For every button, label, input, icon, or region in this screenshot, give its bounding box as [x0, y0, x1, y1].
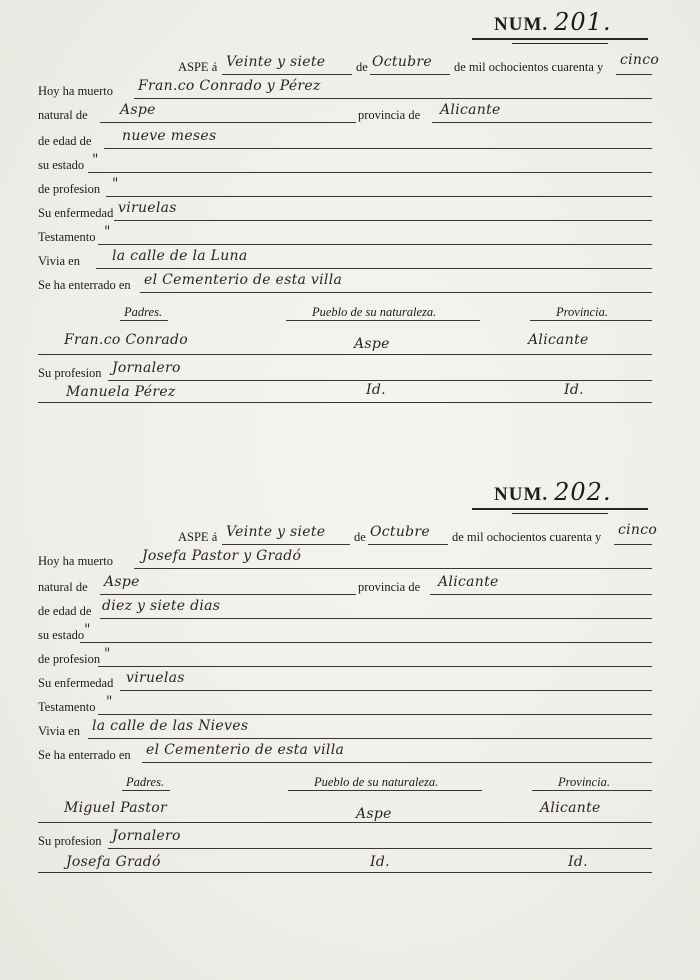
year-line	[616, 74, 652, 75]
profesion-line	[98, 666, 652, 667]
month-value: Octubre	[372, 54, 433, 70]
header-provincia: Provincia.	[556, 305, 608, 319]
year-text: de mil ochocientos cuarenta y	[454, 60, 604, 74]
provincia-value: Alicante	[438, 574, 499, 590]
parent-profesion-value: Jornalero	[112, 828, 181, 844]
year-text: de mil ochocientos cuarenta y	[452, 530, 602, 544]
header-pueblo-rule	[288, 790, 482, 791]
illness-value: viruelas	[118, 200, 177, 216]
age-value: nueve meses	[122, 128, 217, 144]
age-label: de edad de	[38, 604, 92, 618]
parent-profesion-line	[108, 848, 652, 849]
provincia-line	[432, 122, 652, 123]
natural-value: Aspe	[104, 574, 140, 590]
header-provincia-rule	[530, 320, 652, 321]
illness-label: Su enfermedad	[38, 676, 114, 690]
residence-value: la calle de la Luna	[112, 248, 248, 264]
burial-label: Se ha enterrado en	[38, 748, 131, 762]
month-value: Octubre	[370, 524, 431, 540]
father-pueblo: Aspe	[354, 336, 390, 352]
header-padres-rule	[120, 320, 168, 321]
father-name: Miguel Pastor	[64, 800, 167, 816]
provincia-line	[430, 594, 652, 595]
burial-value: el Cementerio de esta villa	[146, 742, 345, 758]
profesion-label: de profesion	[38, 182, 101, 196]
mother-line	[38, 402, 652, 403]
day-line	[222, 74, 352, 75]
deceased-label: Hoy ha muerto	[38, 554, 113, 568]
de-label: de	[356, 60, 368, 74]
burial-line	[140, 292, 652, 293]
death-record-201	[0, 0, 700, 440]
parent-profesion-value: Jornalero	[112, 360, 181, 376]
month-line	[370, 74, 450, 75]
natural-line	[100, 594, 356, 595]
profesion-value: "	[112, 176, 119, 192]
year-line	[614, 544, 652, 545]
month-line	[368, 544, 448, 545]
residence-line	[88, 738, 652, 739]
provincia-label: provincia de	[358, 108, 421, 122]
provincia-label: provincia de	[358, 580, 421, 594]
parent-profesion-label: Su profesion	[38, 834, 102, 848]
natural-label: natural de	[38, 108, 88, 122]
header-padres-rule	[122, 790, 170, 791]
profesion-value: "	[104, 646, 111, 662]
mother-pueblo: Id.	[366, 382, 386, 398]
residence-line	[96, 268, 652, 269]
parent-profesion-line	[108, 380, 652, 381]
residence-label: Vivia en	[38, 254, 80, 268]
father-name: Fran.co Conrado	[64, 332, 189, 348]
age-value: diez y siete dias	[102, 598, 221, 614]
header-pueblo: Pueblo de su naturaleza.	[314, 775, 439, 789]
residence-value: la calle de las Nieves	[92, 718, 249, 734]
natural-value: Aspe	[120, 102, 156, 118]
father-provincia: Alicante	[540, 800, 601, 816]
header-provincia: Provincia.	[558, 775, 610, 789]
header-padres: Padres.	[126, 775, 165, 789]
mother-line	[38, 872, 652, 873]
deceased-label: Hoy ha muerto	[38, 84, 113, 98]
testament-label: Testamento	[38, 230, 96, 244]
burial-value: el Cementerio de esta villa	[144, 272, 343, 288]
header-provincia-rule	[532, 790, 652, 791]
record-number-label: NUM.	[494, 14, 549, 35]
residence-label: Vivia en	[38, 724, 80, 738]
burial-line	[142, 762, 652, 763]
father-line	[38, 822, 652, 823]
estado-value: "	[84, 622, 91, 638]
day-value: Veinte y siete	[226, 54, 326, 70]
natural-label: natural de	[38, 580, 88, 594]
deceased-line	[134, 568, 652, 569]
mother-provincia: Id.	[564, 382, 584, 398]
record-number	[494, 478, 612, 506]
year-end-value: cinco	[618, 522, 658, 538]
place-label: ASPE á	[178, 60, 218, 74]
illness-label: Su enfermedad	[38, 206, 114, 220]
record-number-value: 202.	[554, 478, 612, 506]
age-label: de edad de	[38, 134, 92, 148]
testament-label: Testamento	[38, 700, 96, 714]
mother-pueblo: Id.	[370, 854, 390, 870]
testament-value: "	[106, 694, 113, 710]
deceased-line	[134, 98, 652, 99]
header-padres: Padres.	[124, 305, 163, 319]
estado-line	[80, 642, 652, 643]
day-value: Veinte y siete	[226, 524, 326, 540]
year-end-value: cinco	[620, 52, 660, 68]
deceased-name: Josefa Pastor y Gradó	[142, 548, 302, 564]
number-underline	[472, 38, 648, 40]
record-number-label: NUM.	[494, 484, 549, 505]
record-number	[494, 8, 612, 36]
illness-value: viruelas	[126, 670, 185, 686]
de-label: de	[354, 530, 366, 544]
deceased-name: Fran.co Conrado y Pérez	[138, 78, 321, 94]
provincia-value: Alicante	[440, 102, 501, 118]
father-line	[38, 354, 652, 355]
profesion-label: de profesion	[38, 652, 101, 666]
death-record-202	[0, 472, 700, 912]
header-pueblo-rule	[286, 320, 480, 321]
father-provincia: Alicante	[528, 332, 589, 348]
day-line	[222, 544, 350, 545]
estado-label: su estado	[38, 158, 85, 172]
illness-line	[114, 220, 652, 221]
mother-name: Manuela Pérez	[66, 384, 176, 400]
age-line	[100, 618, 652, 619]
testament-line	[98, 714, 652, 715]
header-pueblo: Pueblo de su naturaleza.	[312, 305, 437, 319]
estado-line	[88, 172, 652, 173]
estado-value: "	[92, 152, 99, 168]
age-line	[104, 148, 652, 149]
testament-value: "	[104, 224, 111, 240]
number-underline	[472, 508, 648, 510]
record-number-value: 201.	[554, 8, 612, 36]
father-pueblo: Aspe	[356, 806, 392, 822]
illness-line	[120, 690, 652, 691]
parent-profesion-label: Su profesion	[38, 366, 102, 380]
mother-provincia: Id.	[568, 854, 588, 870]
burial-label: Se ha enterrado en	[38, 278, 131, 292]
place-label: ASPE á	[178, 530, 218, 544]
profesion-line	[106, 196, 652, 197]
estado-label: su estado	[38, 628, 85, 642]
mother-name: Josefa Gradó	[66, 854, 161, 870]
testament-line	[98, 244, 652, 245]
natural-line	[100, 122, 356, 123]
